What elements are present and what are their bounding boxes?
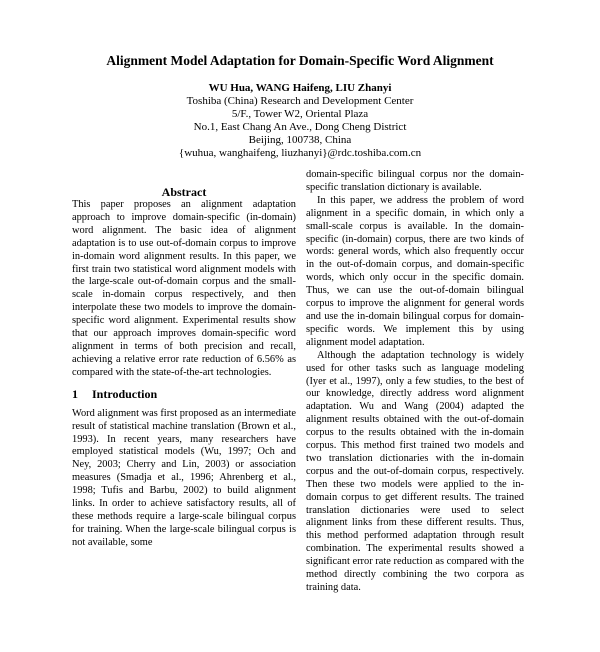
introduction-paragraph: Word alignment was first proposed as an intermediate result of statistical machine translation (Brown et al., 1993). In recent years, many researchers have employed statistical models (Wu, 1997; Och and Ney, 2003; Cherry and Lin, 2003) or association measures (Smadja et al., 1996; Ahrenberg et al., 1998; Tufis and Barbu, 2002) to build alignment links. In order to achieve satisfactory results, all of these methods require a large-scale bilingual corpus for training. When the large-scale bilingual corpus is not available, some [72, 407, 296, 548]
email-line: {wuhua, wanghaifeng, liuzhanyi}@rdc.toshiba.com.cn [178, 147, 422, 159]
paper-page [0, 52, 600, 652]
body-paragraph: In this paper, we address the problem of word alignment in a specific domain, in which only a small-scale corpus is available. In the domain-specific (in-domain) corpus, there are two kinds of words: general words, which also frequently occur in the out-of-domain corpus, and domain-specific words, which only occur in the specific domain. Thus, we can use the out-of-domain bilingual corpus to improve the alignment for general words and use the in-domain bilingual corpus for domain-specific words. We implement this by using alignment model adaptation. [306, 194, 524, 348]
left-column [72, 169, 296, 550]
section-title: Introduction [92, 386, 158, 401]
abstract-heading: Abstract [161, 185, 207, 199]
section-number: 1 [72, 386, 78, 401]
affiliation-line: 5/F., Tower W2, Oriental Plaza [231, 108, 369, 120]
page-title: Alignment Model Adaptation for Domain-Specific Word Alignment [106, 53, 494, 68]
author-names: WU Hua, WANG Haifeng, LIU Zhanyi [208, 82, 392, 94]
body-paragraph: Although the adaptation technology is widely used for other tasks such as language modeling (Iyer et al., 1997), only a few studies, to the best of our knowledge, directly address word alignment adaptation. Wu and Wang (2004) adapted the alignment results obtained with the out-of-domain corpus to the results obtained with the in-domain corpus. This method first trained two models and two translation dictionaries with the in-domain corpus and the out-of-domain corpus, respectively. Then these two models were applied to the in-domain corpus to get different results. The trained translation dictionaries were used to select alignment links from these different results. Thus, this method performed adaptation through result combination. The experimental results showed a significant error rate reduction as compared with the method directly combining the two corpora as training data. [306, 349, 524, 593]
section-heading-introduction [72, 387, 296, 401]
author-block [0, 82, 600, 160]
abstract-text: This paper proposes an alignment adaptation approach to improve domain-specific (in-domain) word alignment. The basic idea of alignment adaptation is to use out-of-domain corpus to improve in-domain word alignment results. In this paper, we first train two statistical word alignment models with the large-scale out-of-domain corpus and the small-scale in-domain corpus respectively, and then interpolate these two models to improve the domain-specific word alignment. Experimental results show that our approach improves domain-specific word alignment in terms of both precision and recall, achieving a relative error rate reduction of 6.56% as compared with the state-of-the-art technologies. [72, 199, 296, 378]
right-column [306, 169, 524, 595]
two-column-body [72, 169, 524, 595]
affiliation-line: Beijing, 100738, China [248, 134, 352, 146]
body-paragraph: domain-specific bilingual corpus nor the domain-specific translation dictionary is available. [306, 169, 524, 193]
affiliation-line: No.1, East Chang An Ave., Dong Cheng District [193, 121, 407, 133]
affiliation-line: Toshiba (China) Research and Development Center [186, 95, 414, 107]
